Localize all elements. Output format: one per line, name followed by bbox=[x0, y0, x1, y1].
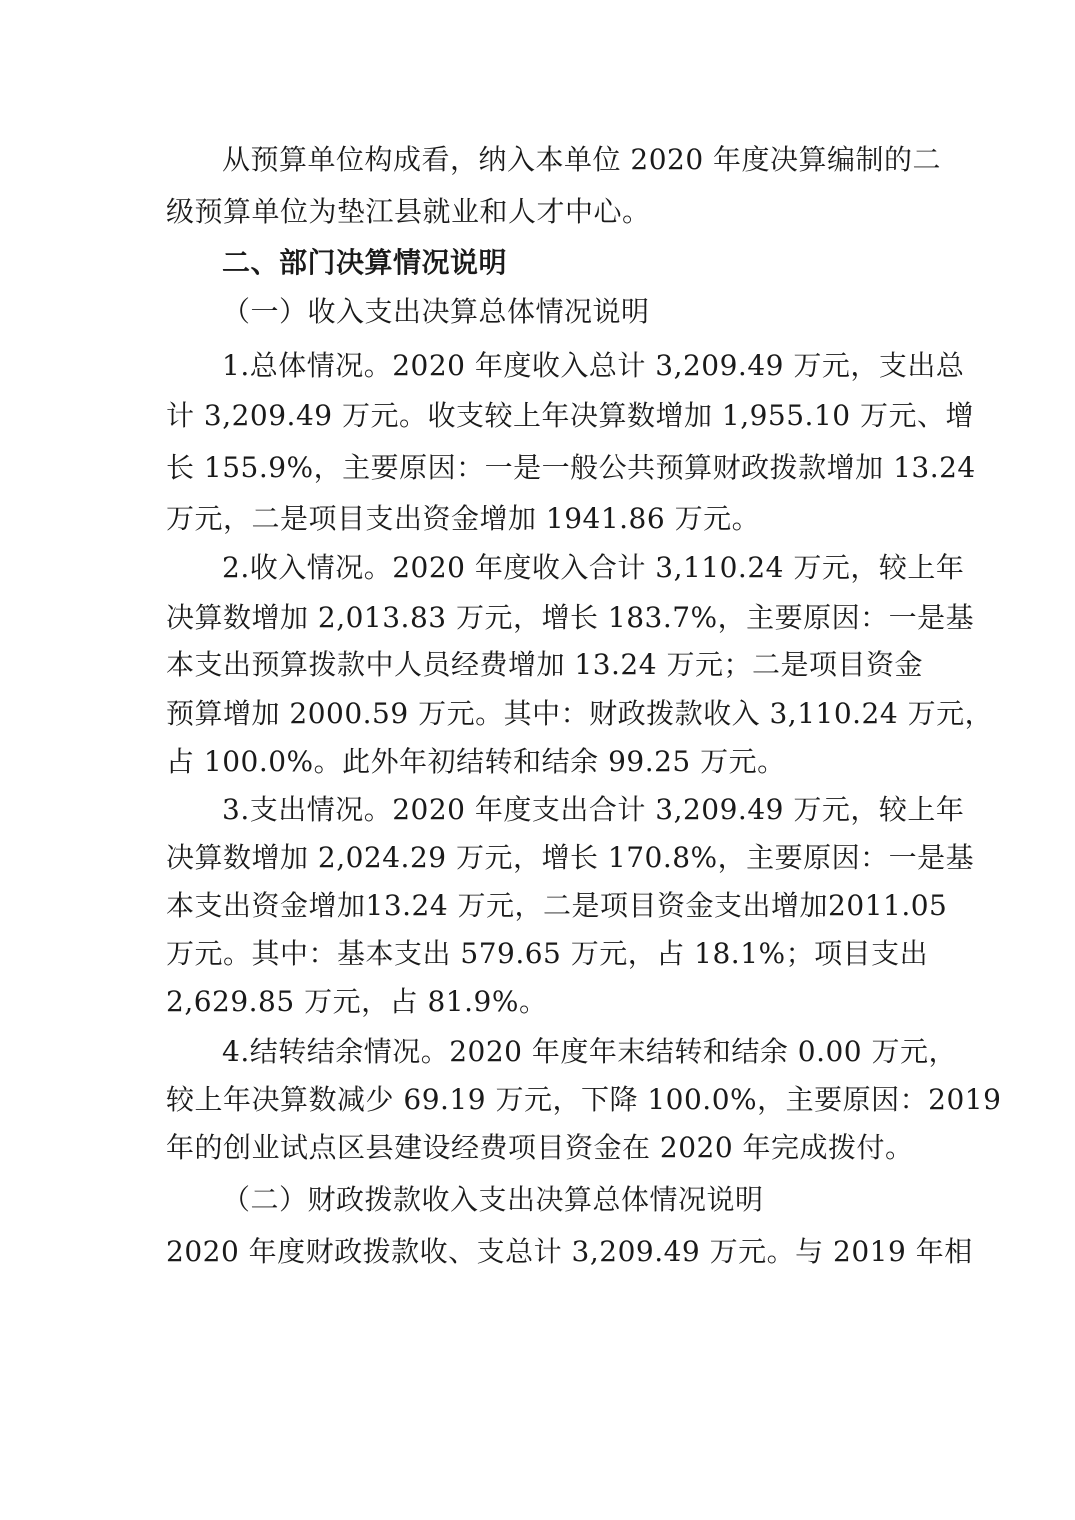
paragraph-carryover-line-1: 4.结转结余情况。2020 年度年末结转和结余 0.00 万元， bbox=[222, 1035, 958, 1068]
section-heading-department-accounts: 二、部门决算情况说明 bbox=[222, 246, 508, 279]
paragraph-carryover-line-2: 较上年决算数减少 69.19 万元，下降 100.0%，主要原因：2019 bbox=[166, 1083, 1002, 1116]
paragraph-fiscal-line-1: 2020 年度财政拨款收、支总计 3,209.49 万元。与 2019 年相 bbox=[166, 1235, 973, 1268]
paragraph-income-line-4: 预算增加 2000.59 万元。其中：财政拨款收入 3,110.24 万元， bbox=[166, 697, 994, 730]
paragraph-overall-line-2: 计 3,209.49 万元。收支较上年决算数增加 1,955.10 万元、增 bbox=[166, 399, 974, 432]
paragraph-expenditure-line-5: 2,629.85 万元，占 81.9%。 bbox=[166, 985, 548, 1018]
paragraph-expenditure-line-3: 本支出资金增加13.24 万元，二是项目资金支出增加2011.05 bbox=[166, 889, 948, 922]
paragraph-budget-units-line-2: 级预算单位为垫江县就业和人才中心。 bbox=[166, 195, 651, 228]
paragraph-expenditure-line-1: 3.支出情况。2020 年度支出合计 3,209.49 万元，较上年 bbox=[222, 793, 965, 826]
paragraph-overall-line-3: 长 155.9%，主要原因：一是一般公共预算财政拨款增加 13.24 bbox=[166, 451, 976, 484]
paragraph-income-line-2: 决算数增加 2,013.83 万元，增长 183.7%，主要原因：一是基 bbox=[166, 601, 975, 634]
paragraph-income-line-1: 2.收入情况。2020 年度收入合计 3,110.24 万元，较上年 bbox=[222, 551, 965, 584]
paragraph-income-line-5: 占 100.0%。此外年初结转和结余 99.25 万元。 bbox=[166, 745, 786, 778]
subsection-heading-income-expenditure: （一）收入支出决算总体情况说明 bbox=[222, 295, 650, 328]
paragraph-expenditure-line-4: 万元。其中：基本支出 579.65 万元，占 18.1%；项目支出 bbox=[166, 937, 929, 970]
subsection-heading-fiscal-appropriation: （二）财政拨款收入支出决算总体情况说明 bbox=[222, 1183, 764, 1216]
paragraph-carryover-line-3: 年的创业试点区县建设经费项目资金在 2020 年完成拨付。 bbox=[166, 1131, 914, 1164]
paragraph-overall-line-1: 1.总体情况。2020 年度收入总计 3,209.49 万元，支出总 bbox=[222, 349, 965, 382]
paragraph-income-line-3: 本支出预算拨款中人员经费增加 13.24 万元；二是项目资金 bbox=[166, 648, 923, 681]
paragraph-overall-line-4: 万元，二是项目支出资金增加 1941.86 万元。 bbox=[166, 502, 761, 535]
paragraph-expenditure-line-2: 决算数增加 2,024.29 万元，增长 170.8%，主要原因：一是基 bbox=[166, 841, 975, 874]
paragraph-budget-units-line-1: 从预算单位构成看，纳入本单位 2020 年度决算编制的二 bbox=[222, 143, 942, 176]
